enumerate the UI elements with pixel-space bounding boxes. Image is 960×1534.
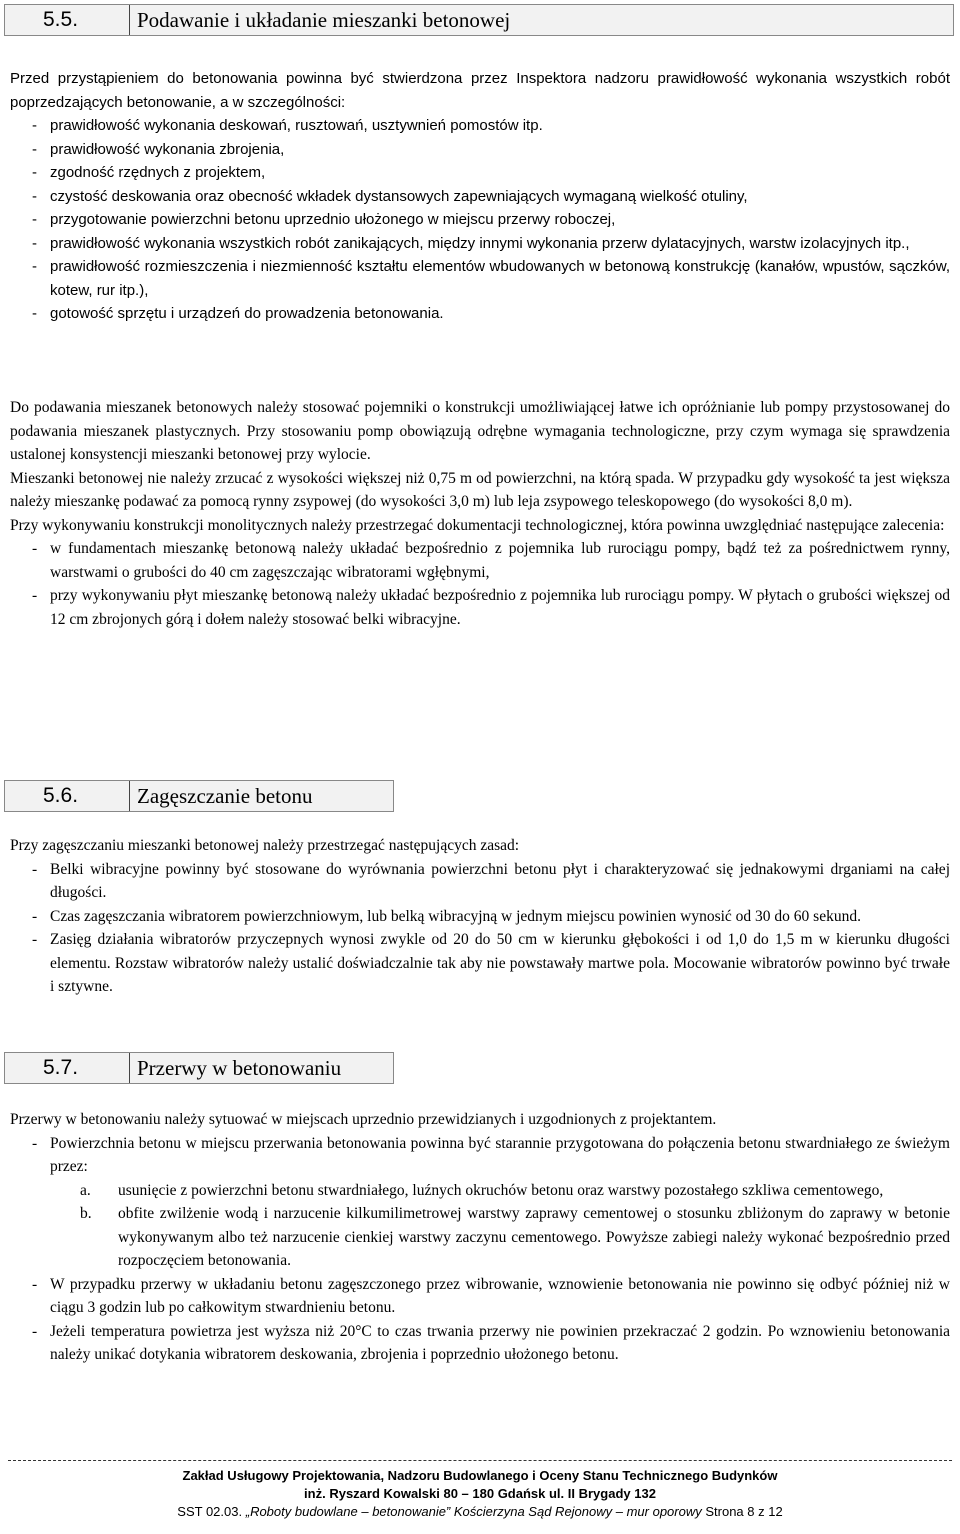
list-item: - przygotowanie powierzchni betonu uprzednio ułożonego w miejscu przerwy roboczej, [32,211,616,228]
s57-block [10,1108,950,1367]
list-item: - prawidłowość wykonania wszystkich robót zanikających, między innymi wykonania przerw dylatacyjnych, warstw izolacyjnych itp., [32,234,910,252]
footer-place: Kościerzyna Sąd Rejonowy – mur oporowy [453,1504,702,1519]
list-item: - Belki wibracyjne powinny być stosowane do wyrównania powierzchni betonu płyt i charakteryzować się jednakowymi drganiami na całej długości. [32,860,950,901]
list-item: - przy wykonywaniu płyt mieszankę betonową należy układać bezpośrednio z pojemnika lub rurociągu pompy. W płytach o grubości większej od 12 cm zbrojonych górą i dołem należy stosować belki wibracyjne. [32,587,950,628]
list-item: - Jeżeli temperatura powietrza jest wyższa niż 20°C to czas trwania przerwy nie powinien przekraczać 2 godzin. Po wznowieniu betonowania należy unikać dotykania wibratorem deskowania, zbrojenia i poprzednio ułożonego betonu. [32,1322,950,1363]
section-heading-5-5 [4,4,954,36]
s55-intro: Przed przystąpieniem do betonowania powinna być stwierdzona przez Inspektora nadzoru prawidłowość wykonania wszystkich robót poprzedzających betonowanie, a w szczególności: [10,70,950,111]
sub-list-item: b. obfite zwilżenie wodą i narzucenie kilkumilimetrowej warstwy zaprawy cementowej o stosunku zbliżonym do zaprawy w betonie wykonywanym albo też narzucenie cienkiej warstwy zaczynu cementowego. Powyższe zabiegi należy wykonać bezpośrednio przed rozpoczęciem betonowania. [80,1205,950,1269]
footer-code: SST 02.03. [177,1504,243,1519]
list-item: - Zasięg działania wibratorów przyczepnych wynosi zwykle od 20 do 50 cm w kierunku głębokości i od 1,0 do 1,5 m w kierunku długości elementu. Rozstaw wibratorów należy ustalić doświadczalnie tak aby nie powstawały martwe pola. Mocowanie wibratorów powinno być trwałe i sztywne. [32,931,950,995]
s55-body-block [10,396,950,631]
page-footer [0,1460,960,1521]
sub-list-item: a. usunięcie z powierzchni betonu stwardniałego, luźnych okruchów betonu oraz warstwy pozostałego szkliwa cementowego, [80,1181,884,1199]
section-heading-5-6 [4,780,394,812]
list-item: - zgodność rzędnych z projektem, [32,164,266,181]
footer-doc-info [0,1503,960,1521]
footer-doc-title: „Roboty budowlane – betonowanie” [245,1504,451,1519]
footer-company: Zakład Usługowy Projektowania, Nadzoru Budowlanego i Oceny Stanu Technicznego Budynków [182,1468,778,1483]
section-title: Zagęszczanie betonu [137,784,313,808]
footer-address: inż. Ryszard Kowalski 80 – 180 Gdańsk ul. II Brygady 132 [304,1486,656,1501]
s57-intro: Przerwy w betonowaniu należy sytuować w miejscach uprzednio przewidzianych i uzgodnionych z projektantem. [10,1111,717,1128]
list-item: - Czas zagęszczania wibratorem powierzchniowym, lub belką wibracyjną w jednym miejscu powinien wynosić od 30 do 60 sekund. [32,907,861,925]
paragraph: Mieszanki betonowej nie należy zrzucać z wysokości większej niż 0,75 m od powierzchni, na którą spada. W przypadku gdy wysokość ta jest większa należy mieszankę podawać za pomocą rynny zsypowej (do wysokości 3,0 m) lub leja zsypowego teleskopowego (do wysokości 8,0 m). [10,469,950,510]
section-heading-5-7 [4,1052,394,1084]
list-item: - prawidłowość wykonania zbrojenia, [32,140,285,158]
s55-list-block [10,67,950,326]
section-number: 5.6. [5,781,130,811]
list-item: - czystość deskowania oraz obecność wkładek dystansowych zapewniających wymaganą wielkość otuliny, [32,187,748,205]
paragraph: Przy wykonywaniu konstrukcji monolitycznych należy przestrzegać dokumentacji technologicznej, która powinna uwzględniać następujące zalecenia: [10,516,945,534]
paragraph: Do podawania mieszanek betonowych należy stosować pojemniki o konstrukcji umożliwiającej łatwe ich opróżnianie lub pompy przystosowanej do podawania mieszanek plastycznych. Przy stosowaniu pomp obowiązują odrębne wymagania technologiczne, przy czym wymaga się sprawdzenia ustalonej konsystencji mieszanki betonowej przy wylocie. [10,399,950,463]
s56-block [10,834,950,999]
section-number: 5.7. [5,1053,130,1083]
section-title: Podawanie i układanie mieszanki betonowej [137,8,511,32]
list-item: - prawidłowość wykonania deskowań, rusztowań, usztywnień pomostów itp. [32,117,543,134]
list-item: - w fundamentach mieszankę betonową należy układać bezpośrednio z pojemnika lub rurociągu pompy, bądź też za pośrednictwem rynny, warstwami o grubości do 40 cm zagęszczając wibratorami wgłębnymi, [32,540,950,581]
footer-divider [8,1460,952,1461]
list-item: - W przypadku przerwy w układaniu betonu zagęszczonego przez wibrowanie, wznowienie betonowania nie powinno się odbyć później niż w ciągu 3 godzin lub po całkowitym stwardnieniu betonu. [32,1275,950,1316]
footer-page: Strona 8 z 12 [705,1504,783,1519]
section-number: 5.5. [5,5,130,35]
list-item: - gotowość sprzętu i urządzeń do prowadzenia betonowania. [32,305,444,322]
s56-intro: Przy zagęszczaniu mieszanki betonowej należy przestrzegać następujących zasad: [10,837,520,854]
section-title: Przerwy w betonowaniu [137,1056,342,1080]
list-item: - Powierzchnia betonu w miejscu przerwania betonowania powinna być starannie przygotowana do połączenia betonu stwardniałego ze świeżym przez: [32,1134,950,1175]
list-item: - prawidłowość rozmieszczenia i niezmienność kształtu elementów wbudowanych w betonową konstrukcję (kanałów, wpustów, sączków, kotew, rur itp.), [32,258,950,299]
